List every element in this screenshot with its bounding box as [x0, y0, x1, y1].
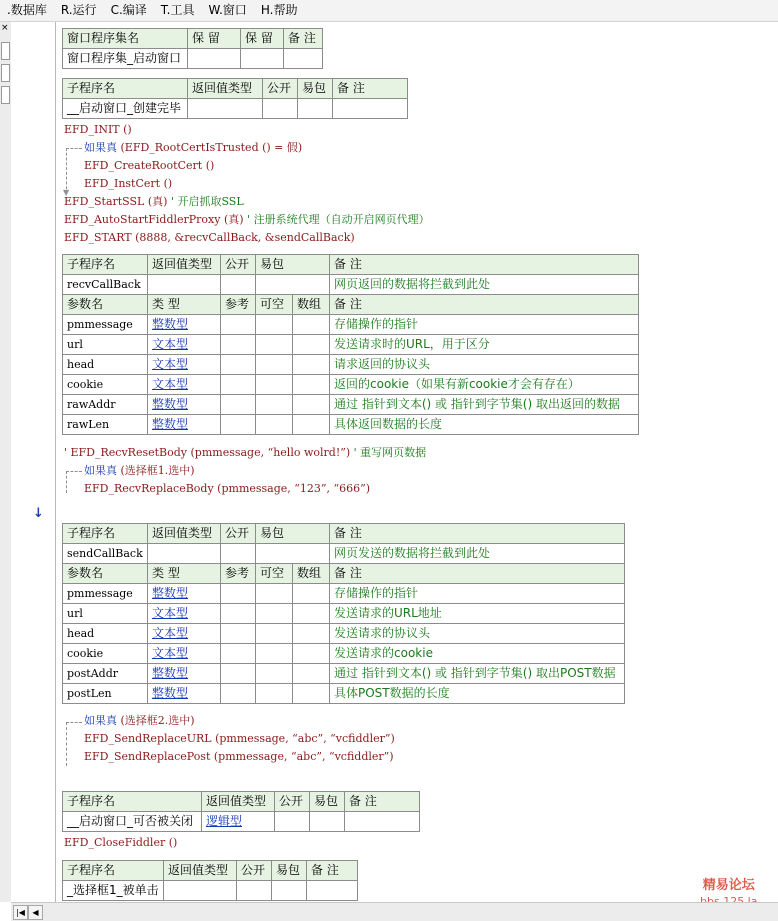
header-cell: 子程序名	[63, 792, 202, 812]
cell[interactable]	[256, 644, 293, 664]
cell[interactable]	[221, 604, 256, 624]
code-line[interactable]	[84, 730, 395, 748]
cell[interactable]	[221, 335, 256, 355]
param-name[interactable]: cookie	[63, 644, 148, 664]
cell[interactable]	[293, 604, 330, 624]
code-line[interactable]	[84, 462, 195, 480]
cell[interactable]	[256, 275, 330, 295]
param-name[interactable]: url	[63, 335, 148, 355]
cell[interactable]	[241, 49, 284, 69]
header-cell: 公开	[275, 792, 310, 812]
cell[interactable]	[293, 375, 330, 395]
cell[interactable]	[293, 395, 330, 415]
header-cell: 可空	[256, 295, 293, 315]
close-icon[interactable]: ×	[1, 23, 9, 33]
cell[interactable]	[256, 335, 293, 355]
execution-arrow-icon: ↓	[33, 506, 44, 521]
cell[interactable]	[345, 812, 420, 832]
cell[interactable]	[256, 375, 293, 395]
cell[interactable]	[263, 99, 298, 119]
cell[interactable]	[256, 604, 293, 624]
menu-run[interactable]: R.运行	[60, 3, 97, 17]
code-line[interactable]	[84, 480, 370, 498]
code-line[interactable]	[84, 748, 394, 766]
param-name[interactable]: postAddr	[63, 664, 148, 684]
header-cell: 备 注	[330, 524, 625, 544]
subroutine-table-click	[62, 860, 358, 901]
flow-line	[66, 148, 82, 149]
header-cell: 返回值类型	[202, 792, 275, 812]
comment: ' 开启抓取SSL	[170, 195, 244, 208]
param-name[interactable]: head	[63, 355, 148, 375]
cell[interactable]	[293, 684, 330, 704]
horizontal-scrollbar[interactable]	[11, 902, 778, 921]
param-row[interactable]	[63, 644, 625, 664]
code-text: EFD_RecvReplaceBody (pmmessage, “123”, “666”)	[84, 482, 371, 495]
param-name[interactable]: cookie	[63, 375, 148, 395]
cell[interactable]	[293, 315, 330, 335]
cell[interactable]	[256, 315, 293, 335]
cell[interactable]	[256, 544, 330, 564]
param-note[interactable]: 具体POST数据的长度	[330, 684, 625, 704]
param-type[interactable]: 整数型	[148, 395, 221, 415]
header-cell: 参数名	[63, 295, 148, 315]
cell[interactable]	[256, 355, 293, 375]
param-note[interactable]: 存储操作的指针	[330, 315, 639, 335]
param-note[interactable]: 发送请求的cookie	[330, 644, 625, 664]
param-name[interactable]: pmmessage	[63, 584, 148, 604]
header-cell: 类 型	[148, 564, 221, 584]
keyword: 如果真	[84, 141, 117, 154]
header-cell: 类 型	[148, 295, 221, 315]
header-cell: 返回值类型	[188, 79, 263, 99]
header-cell: 子程序名	[63, 861, 164, 881]
param-row[interactable]	[63, 604, 625, 624]
header-cell: 子程序名	[63, 255, 148, 275]
header-cell: 备 注	[330, 255, 639, 275]
code-line[interactable]	[64, 121, 132, 139]
cell[interactable]	[221, 395, 256, 415]
header-cell: 公开	[221, 524, 256, 544]
param-name[interactable]: postLen	[63, 684, 148, 704]
code-text: EFD_INIT ()	[64, 123, 132, 136]
header-cell: 易包	[310, 792, 345, 812]
param-row[interactable]	[63, 584, 625, 604]
header-cell: 参考	[221, 295, 256, 315]
header-cell: 返回值类型	[164, 861, 237, 881]
header-cell: 返回值类型	[148, 255, 221, 275]
cell[interactable]	[293, 335, 330, 355]
code-text: EFD_CreateRootCert ()	[84, 159, 215, 172]
menu-tools[interactable]: T.工具	[160, 3, 195, 17]
window-assembly-table	[62, 28, 323, 69]
assembly-name[interactable]: 窗口程序集_启动窗口	[63, 49, 188, 69]
code-text: EFD_SendReplaceURL (pmmessage, “abc”, “vcfiddler”)	[84, 732, 395, 745]
param-name[interactable]: rawAddr	[63, 395, 148, 415]
cell[interactable]	[298, 99, 333, 119]
header-cell: 易包	[256, 524, 330, 544]
param-name[interactable]: url	[63, 604, 148, 624]
code-text: EFD_CloseFiddler ()	[64, 836, 178, 849]
param-name[interactable]: head	[63, 624, 148, 644]
flow-line	[66, 471, 67, 493]
param-note[interactable]: 通过 指针到文本() 或 指针到字节集() 取出POST数据	[330, 664, 625, 684]
subroutine-table-close	[62, 791, 420, 832]
param-type[interactable]: 整数型	[148, 415, 221, 435]
cell[interactable]	[310, 812, 345, 832]
param-row[interactable]	[63, 684, 625, 704]
param-type[interactable]: 整数型	[148, 315, 221, 335]
header-cell: 子程序名	[63, 524, 148, 544]
param-note[interactable]: 返回的cookie（如果有新cookie才会有存在）	[330, 375, 639, 395]
code-text: (EFD_RootCertIsTrusted () = 假)	[117, 141, 303, 154]
cell[interactable]	[221, 315, 256, 335]
param-row[interactable]	[63, 415, 639, 435]
cell[interactable]	[272, 881, 307, 901]
cell[interactable]	[293, 584, 330, 604]
code-text: (选择框1.选中)	[117, 464, 195, 477]
cell[interactable]	[188, 99, 263, 119]
param-note[interactable]: 发送请求的协议头	[330, 624, 625, 644]
cell[interactable]	[333, 99, 408, 119]
cell[interactable]	[221, 584, 256, 604]
flow-line	[66, 722, 67, 766]
subroutine-table	[62, 78, 408, 119]
header-cell: 备 注	[307, 861, 358, 881]
param-type[interactable]: 文本型	[148, 375, 221, 395]
comment: ' 重写网页数据	[353, 446, 427, 459]
code-text: EFD_AutoStartFiddlerProxy (真)	[64, 213, 248, 226]
header-cell: 参考	[221, 564, 256, 584]
panel-tab[interactable]	[1, 42, 10, 60]
header-cell: 可空	[256, 564, 293, 584]
cell[interactable]	[256, 624, 293, 644]
cell[interactable]	[293, 624, 330, 644]
code-text: EFD_StartSSL (真)	[64, 195, 171, 208]
cell[interactable]	[221, 684, 256, 704]
code-line[interactable]	[84, 157, 214, 175]
code-line[interactable]	[64, 211, 430, 229]
code-line[interactable]	[64, 444, 426, 462]
header-cell: 备 注	[284, 29, 323, 49]
cell[interactable]	[256, 415, 293, 435]
code-line[interactable]	[84, 139, 302, 157]
param-name[interactable]: rawLen	[63, 415, 148, 435]
header-cell: 公开	[237, 861, 272, 881]
param-row[interactable]	[63, 335, 639, 355]
cell[interactable]	[221, 375, 256, 395]
param-row[interactable]	[63, 375, 639, 395]
param-note[interactable]: 发送请求的URL地址	[330, 604, 625, 624]
cell[interactable]	[188, 49, 241, 69]
param-row[interactable]	[63, 395, 639, 415]
cell[interactable]	[256, 395, 293, 415]
cell[interactable]	[256, 664, 293, 684]
param-type[interactable]: 文本型	[148, 644, 221, 664]
subroutine-name[interactable]: recvCallBack	[63, 275, 148, 295]
subroutine-table-send	[62, 523, 625, 704]
code-editor[interactable]	[62, 22, 778, 902]
cell[interactable]	[221, 275, 256, 295]
param-note[interactable]: 通过 指针到文本() 或 指针到字节集() 取出返回的数据	[330, 395, 639, 415]
header-cell: 易包	[298, 79, 333, 99]
param-note[interactable]: 存储操作的指针	[330, 584, 625, 604]
cell[interactable]	[221, 415, 256, 435]
subroutine-table-recv	[62, 254, 639, 435]
cell[interactable]	[221, 644, 256, 664]
cell[interactable]	[221, 355, 256, 375]
param-note[interactable]: 具体返回数据的长度	[330, 415, 639, 435]
header-cell: 子程序名	[63, 79, 188, 99]
code-text: EFD_SendReplacePost (pmmessage, “abc”, “vcfiddler”)	[84, 750, 394, 763]
param-row[interactable]	[63, 664, 625, 684]
param-row[interactable]	[63, 624, 625, 644]
header-cell: 公开	[221, 255, 256, 275]
cell[interactable]	[237, 881, 272, 901]
scroll-left-icon[interactable]: ◀	[28, 905, 43, 920]
param-type[interactable]: 整数型	[148, 684, 221, 704]
header-cell: 返回值类型	[148, 524, 221, 544]
subroutine-note[interactable]: 网页返回的数据将拦截到此处	[330, 275, 639, 295]
cell[interactable]	[293, 415, 330, 435]
cell[interactable]	[293, 644, 330, 664]
header-cell: 易包	[272, 861, 307, 881]
header-cell: 备 注	[333, 79, 408, 99]
code-line[interactable]	[64, 193, 244, 211]
line-gutter	[11, 22, 56, 902]
watermark-title: 精易论坛	[702, 878, 755, 893]
param-type[interactable]: 整数型	[148, 584, 221, 604]
keyword: 如果真	[84, 464, 117, 477]
header-cell: 窗口程序集名	[63, 29, 188, 49]
header-cell: 备 注	[330, 564, 625, 584]
comment: ' 注册系统代理（自动开启网页代理）	[247, 213, 430, 226]
code-line[interactable]	[84, 712, 195, 730]
code-line[interactable]	[64, 834, 177, 852]
cell[interactable]	[293, 664, 330, 684]
cell[interactable]	[221, 664, 256, 684]
header-cell: 公开	[263, 79, 298, 99]
cell[interactable]	[164, 881, 237, 901]
header-cell: 备 注	[345, 792, 420, 812]
code-text: EFD_InstCert ()	[84, 177, 173, 190]
cell[interactable]	[148, 544, 221, 564]
panel-tab[interactable]	[1, 86, 10, 104]
header-cell: 备 注	[330, 295, 639, 315]
param-row[interactable]	[63, 355, 639, 375]
subroutine-name[interactable]: sendCallBack	[63, 544, 148, 564]
param-name[interactable]: pmmessage	[63, 315, 148, 335]
header-cell: 数组	[293, 295, 330, 315]
panel-tab[interactable]	[1, 64, 10, 82]
param-type[interactable]: 文本型	[148, 604, 221, 624]
header-cell: 保 留	[241, 29, 284, 49]
menu-bar	[0, 0, 778, 22]
cell[interactable]	[256, 584, 293, 604]
return-type[interactable]: 逻辑型	[202, 812, 275, 832]
cell[interactable]	[307, 881, 358, 901]
scroll-start-icon[interactable]: |◀	[13, 905, 28, 920]
cell[interactable]	[256, 684, 293, 704]
subroutine-name[interactable]: _选择框1_被单击	[63, 881, 164, 901]
cell[interactable]	[275, 812, 310, 832]
cell[interactable]	[221, 624, 256, 644]
code-text: EFD_START (8888, &recvCallBack, &sendCallBack)	[64, 231, 355, 244]
code-line[interactable]	[84, 175, 172, 193]
code-text: ' EFD_RecvResetBody (pmmessage, “hello wolrd!”)	[64, 446, 354, 459]
flow-line	[66, 471, 82, 472]
header-cell: 易包	[256, 255, 330, 275]
header-cell: 保 留	[188, 29, 241, 49]
param-note[interactable]: 请求返回的协议头	[330, 355, 639, 375]
cell[interactable]	[284, 49, 323, 69]
cell[interactable]	[148, 275, 221, 295]
param-row[interactable]	[63, 315, 639, 335]
param-type[interactable]: 整数型	[148, 664, 221, 684]
keyword: 如果真	[84, 714, 117, 727]
code-text: (选择框2.选中)	[117, 714, 195, 727]
subroutine-note[interactable]: 网页发送的数据将拦截到此处	[330, 544, 625, 564]
subroutine-name[interactable]: __启动窗口_创建完毕	[63, 99, 188, 119]
menu-window[interactable]: W.窗口	[208, 3, 247, 17]
flow-line	[66, 722, 82, 723]
menu-help[interactable]: H.帮助	[260, 3, 298, 17]
menu-database[interactable]: .数据库	[7, 3, 47, 17]
param-note[interactable]: 发送请求时的URL，用于区分	[330, 335, 639, 355]
cell[interactable]	[221, 544, 256, 564]
subroutine-name[interactable]: __启动窗口_可否被关闭	[63, 812, 202, 832]
param-type[interactable]: 文本型	[148, 624, 221, 644]
param-type[interactable]: 文本型	[148, 355, 221, 375]
flow-arrow-icon: ▼	[63, 188, 70, 197]
param-type[interactable]: 文本型	[148, 335, 221, 355]
menu-compile[interactable]: C.编译	[110, 3, 147, 17]
code-line[interactable]	[64, 229, 355, 247]
header-cell: 参数名	[63, 564, 148, 584]
cell[interactable]	[293, 355, 330, 375]
header-cell: 数组	[293, 564, 330, 584]
